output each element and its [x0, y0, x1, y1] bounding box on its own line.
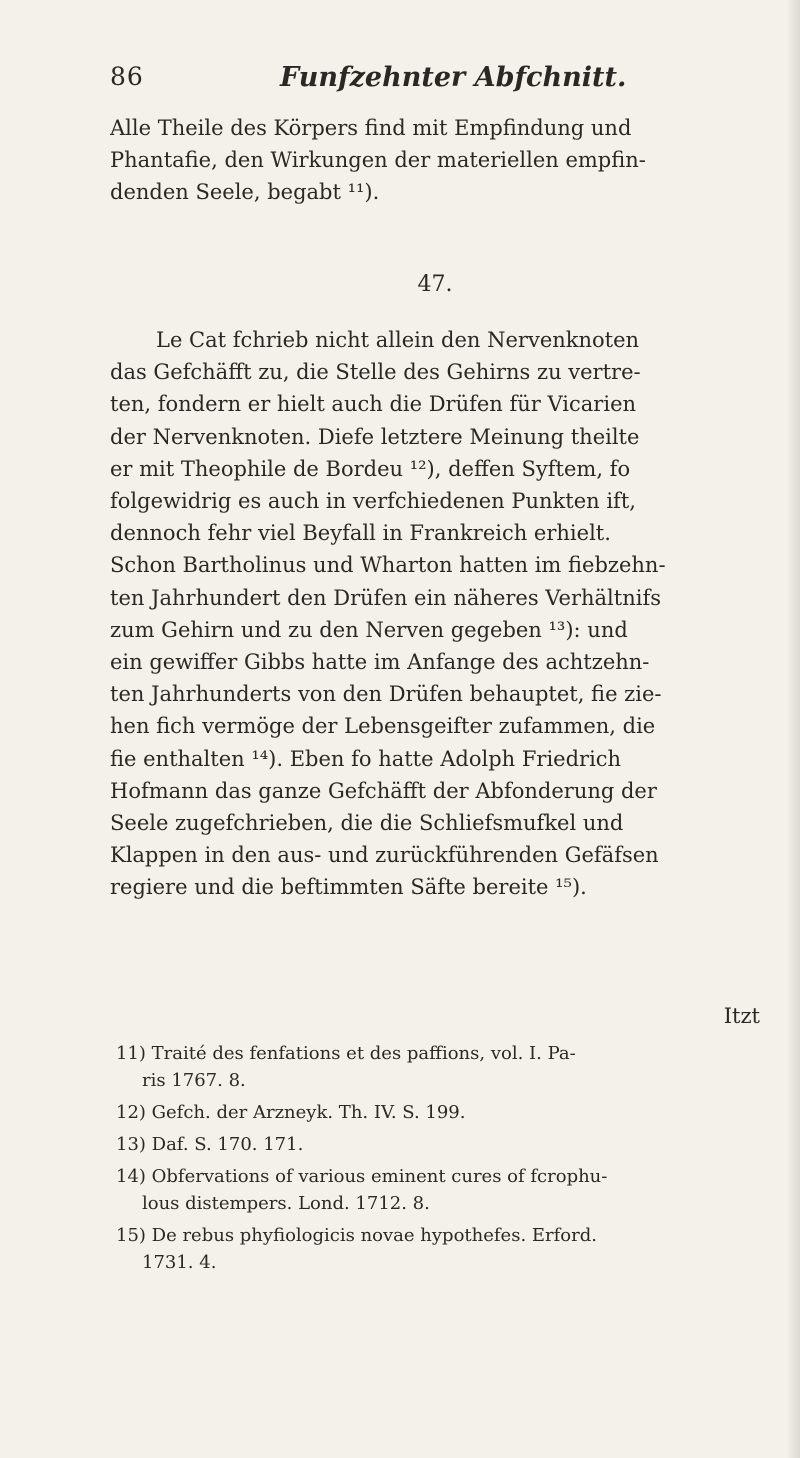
text-line: ten Jahrhundert den Drüfen ein näheres Verhältnifs [110, 585, 661, 610]
text-line: er mit Theophile de Bordeu ¹²), deffen Syftem, fo [110, 456, 631, 481]
footnote [116, 1099, 766, 1126]
text-line: hen fich vermöge der Lebensgeifter zufammen, die [110, 714, 656, 739]
footnote-text: 14) Obfervations of various eminent cures of fcrophu- [116, 1166, 608, 1187]
paragraph-1 [110, 112, 760, 209]
text-line: fie enthalten ¹⁴). Eben fo hatte Adolph Friedrich [110, 746, 622, 771]
body-text [110, 112, 760, 1028]
footnote [116, 1131, 766, 1158]
page-header [110, 62, 750, 102]
paragraph-2 [110, 324, 760, 904]
text-line: der Nervenknoten. Diefe letztere Meinung theilte [110, 424, 640, 449]
text-line: Seele zugefchrieben, die die Schliefsmufkel und [110, 811, 624, 836]
page-edge-shadow [786, 0, 800, 1458]
text-line: Schon Bartholinus und Wharton hatten im fiebzehn- [110, 553, 666, 578]
footnotes [116, 1040, 766, 1281]
catchword: Itzt [723, 1004, 760, 1028]
text-line: ein gewiffer Gibbs hatte im Anfange des achtzehn- [110, 650, 650, 675]
page-number: 86 [110, 62, 144, 91]
footnote [116, 1163, 766, 1217]
text-line: Le Cat fchrieb nicht allein den Nervenknoten [156, 328, 640, 352]
running-title: Funfzehnter Abfchnitt. [280, 62, 627, 93]
text-line: Hofmann das ganze Gefchäfft der Abfonderung der [110, 778, 657, 803]
footnote-continuation: ris 1767. 8. [142, 1070, 246, 1091]
text-line: ten, fondern er hielt auch die Drüfen für Vicarien [110, 392, 637, 417]
text-line: zum Gehirn und zu den Nerven gegeben ¹³): und [110, 617, 628, 642]
text-line: folgewidrig es auch in verfchiedenen Punkten ift, [110, 489, 636, 514]
text-line: Alle Theile des Körpers find mit Empfindung und [110, 116, 632, 140]
footnote-continuation: 1731. 4. [142, 1252, 217, 1273]
footnote [116, 1040, 766, 1094]
footnote [116, 1222, 766, 1276]
footnote-text: 12) Gefch. der Arzneyk. Th. IV. S. 199. [116, 1102, 466, 1123]
footnote-text: 13) Daf. S. 170. 171. [116, 1134, 304, 1155]
text-line: ten Jahrhunderts von den Drüfen behauptet, fie zie- [110, 682, 662, 707]
text-line: regiere und die beftimmten Säfte bereite ¹⁵). [110, 875, 587, 900]
text-line: denden Seele, begabt ¹¹). [110, 180, 380, 205]
text-line: dennoch fehr viel Beyfall in Frankreich erhielt. [110, 521, 611, 546]
section-number: 47. [417, 272, 453, 297]
text-line: Klappen in den aus- und zurückführenden Gefäfsen [110, 843, 659, 868]
text-line: das Gefchäfft zu, die Stelle des Gehirns zu vertre- [110, 360, 641, 385]
footnote-continuation: lous distempers. Lond. 1712. 8. [142, 1193, 430, 1214]
footnote-text: 11) Traité des fenfations et des paffions, vol. I. Pa- [116, 1043, 576, 1064]
footnote-text: 15) De rebus phyfiologicis novae hypothefes. Erford. [116, 1225, 597, 1246]
text-line: Phantafie, den Wirkungen der materiellen empfin- [110, 148, 646, 173]
